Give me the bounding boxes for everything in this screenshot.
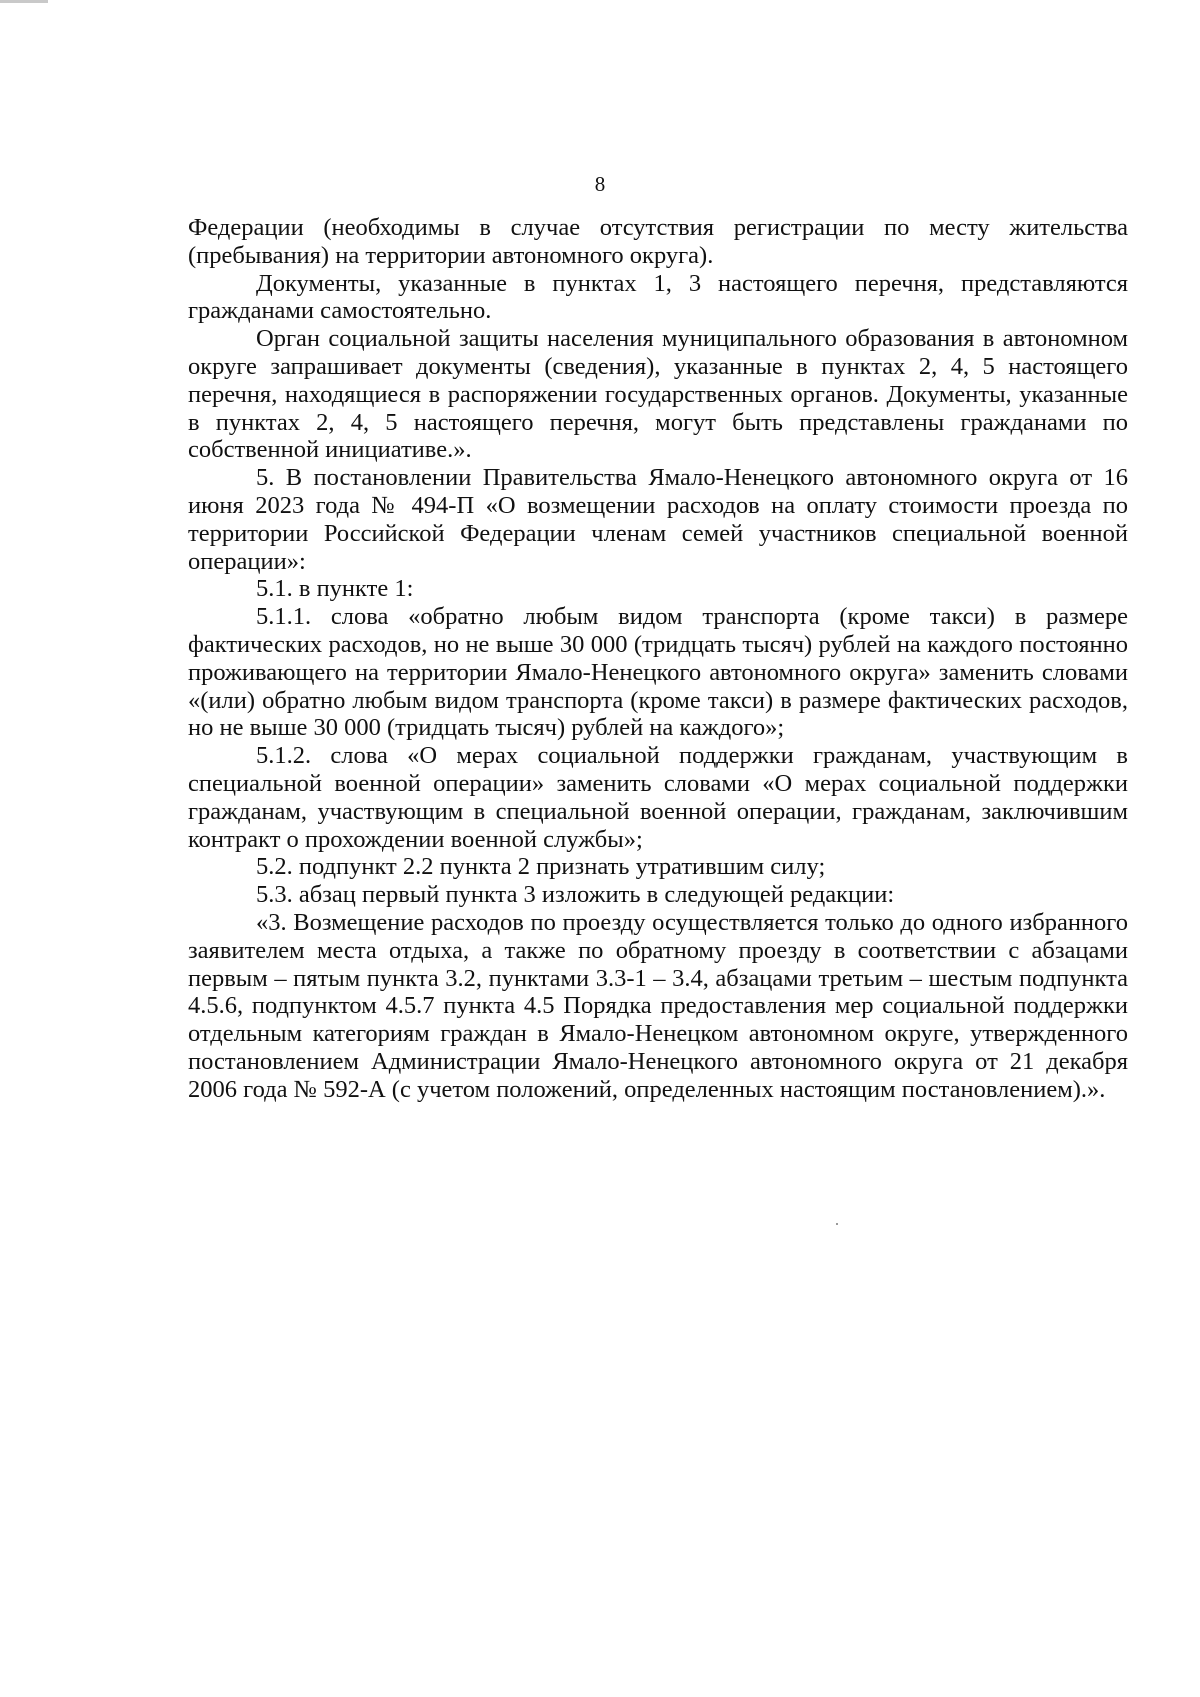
paragraph-item-5-2: 5.2. подпункт 2.2 пункта 2 признать утратившим силу; bbox=[256, 853, 826, 881]
paragraph-documents-self: Документы, указанные в пунктах 1, 3 настоящего перечня, представляются гражданами самостоятельно. bbox=[188, 269, 1128, 325]
paragraph-item-5-1-2: 5.1.2. слова «О мерах социальной поддержки гражданам, участвующим в специальной военной операции» заменить словами «О мерах социальной поддержки гражданам, участвующим в специальной военной операции, гражданам, заключившим контракт о прохождении военной службы»; bbox=[188, 742, 1128, 853]
paragraph-item-5-3: 5.3. абзац первый пункта 3 изложить в следующей редакции: bbox=[256, 881, 895, 909]
paragraph-new-item-3: «3. Возмещение расходов по проезду осуществляется только до одного избранного заявителем места отдыха, а также по обратному проезду в соответствии с абзацами первым – пятым пункта 3.2, пунктами 3.3-1 – 3.4, абзацами третьим – шестым подпункта 4.5.6, подпунктом 4.5.7 пункта 4.5 Порядка предоставления мер социальной поддержки отдельным категориям граждан в Ямало-Ненецком автономном округе, утвержденного постановлением Администрации Ямало-Ненецкого автономного округа от 21 декабря 2006 года № 592-А (с учетом положений, определенных настоящим постановлением).». bbox=[188, 908, 1128, 1103]
paragraph-social-protection-request: Орган социальной защиты населения муниципального образования в автономном округе запрашивает документы (сведения), указанные в пунктах 2, 4, 5 настоящего перечня, находящиеся в распоряжении государственных органов. Документы, указанные в пунктах 2, 4, 5 настоящего перечня, могут быть представлены гражданами по собственной инициативе.». bbox=[188, 325, 1128, 464]
document-body bbox=[188, 214, 1128, 1104]
paragraph-item-5-1-1: 5.1.1. слова «обратно любым видом транспорта (кроме такси) в размере фактических расходов, но не выше 30 000 (тридцать тысяч) рублей на каждого постоянно проживающего на территории Ямало-Ненецкого автономного округа» заменить словами «(или) обратно любым видом транспорта (кроме такси) в размере фактических расходов, но не выше 30 000 (тридцать тысяч) рублей на каждого»; bbox=[188, 603, 1128, 742]
paragraph-continuation: Федерации (необходимы в случае отсутствия регистрации по месту жительства (пребывания) на территории автономного округа). bbox=[188, 214, 1128, 269]
page-number: 8 bbox=[594, 172, 606, 196]
scan-speck bbox=[836, 1223, 838, 1225]
scan-edge-mark bbox=[0, 0, 48, 3]
paragraph-item-5-1: 5.1. в пункте 1: bbox=[256, 575, 414, 603]
paragraph-item-5: 5. В постановлении Правительства Ямало-Ненецкого автономного округа от 16 июня 2023 года № 494-П «О возмещении расходов на оплату стоимости проезда по территории Российской Федерации членам семей участников специальной военной операции»: bbox=[188, 464, 1128, 575]
